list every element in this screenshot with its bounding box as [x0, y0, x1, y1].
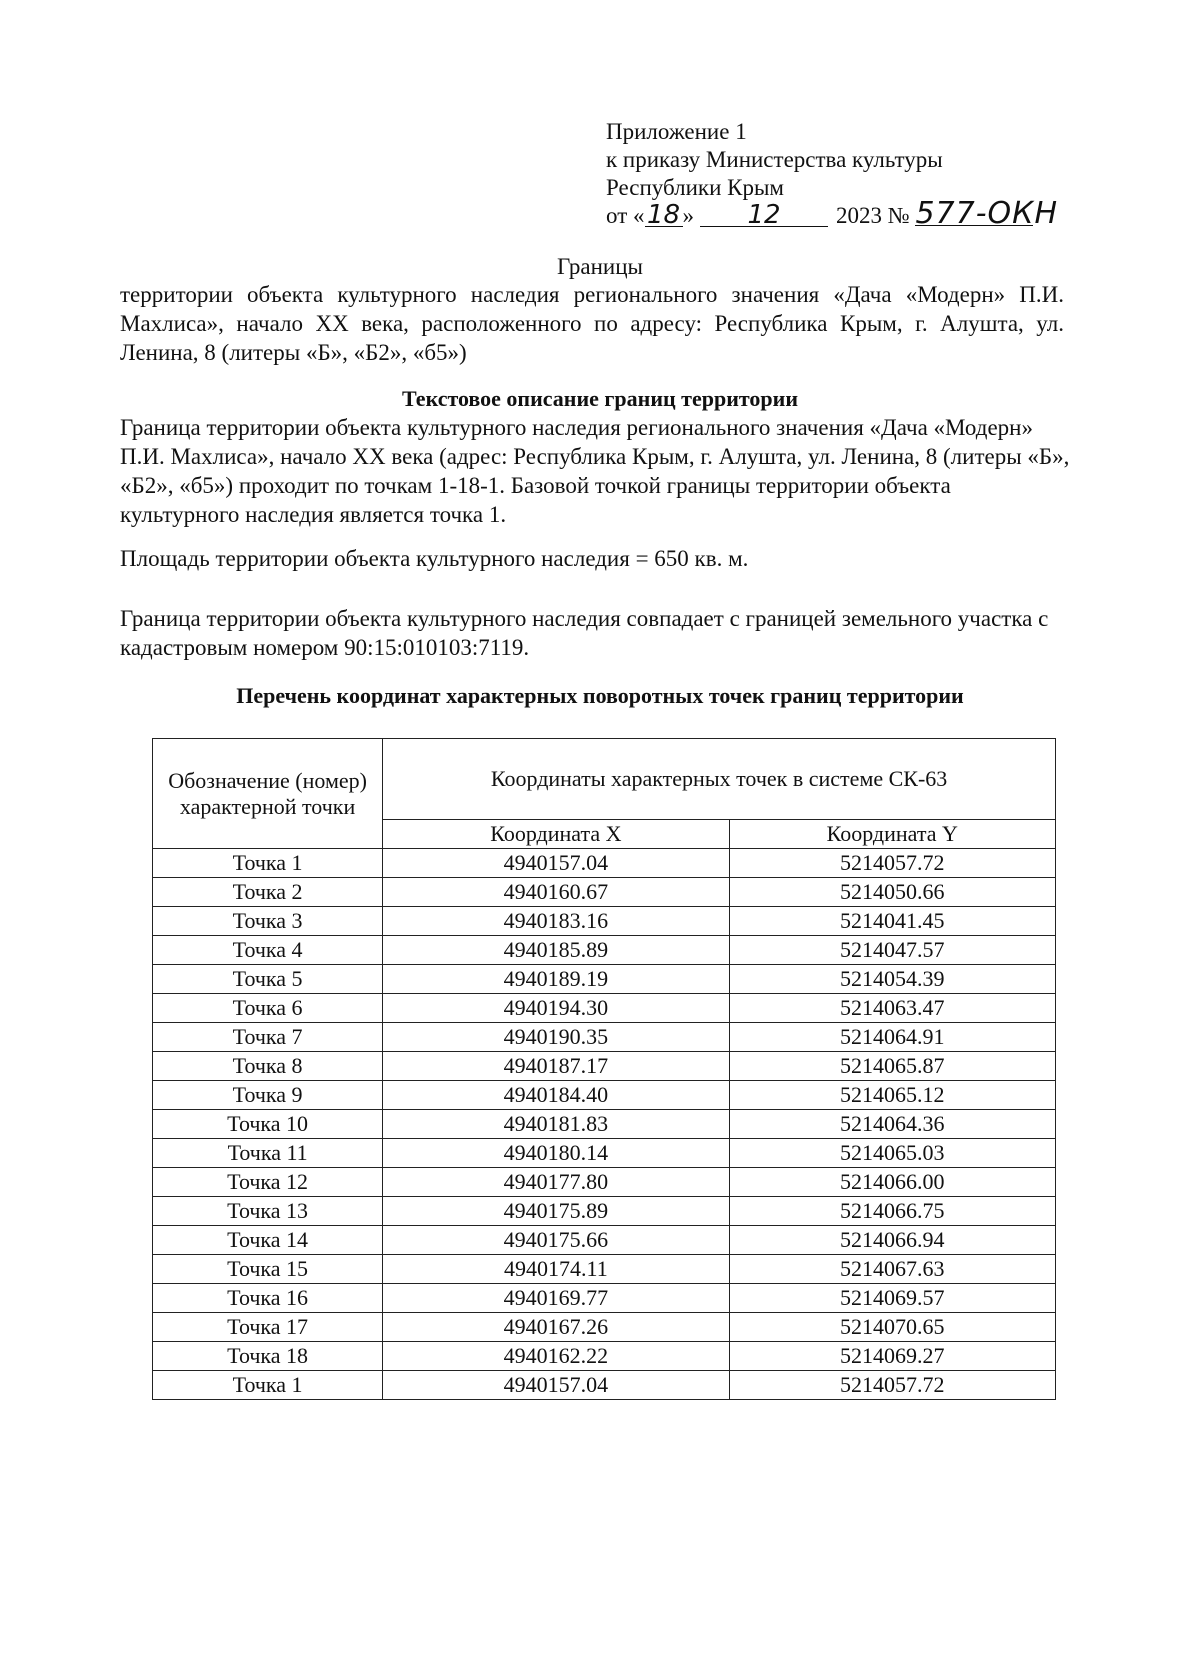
coordinate-x-cell: 4940177.80	[383, 1168, 729, 1197]
annex-order-ref: к приказу Министерства культуры	[606, 147, 943, 172]
table-row	[153, 1284, 1056, 1313]
point-name-cell: Точка 5	[153, 965, 383, 994]
table-row	[153, 1226, 1056, 1255]
coordinate-y-cell: 5214057.72	[729, 849, 1055, 878]
coordinates-table	[152, 738, 1056, 1400]
header-coordinate-system: Координаты характерных точек в системе СК-63	[383, 739, 1056, 820]
date-prefix: от «	[606, 203, 645, 228]
annex-title: Приложение 1	[606, 119, 747, 144]
coordinate-x-cell: 4940175.66	[383, 1226, 729, 1255]
coordinate-y-cell: 5214066.75	[729, 1197, 1055, 1226]
point-name-cell: Точка 9	[153, 1081, 383, 1110]
coordinate-x-cell: 4940174.11	[383, 1255, 729, 1284]
table-row	[153, 1081, 1056, 1110]
coordinate-x-cell: 4940160.67	[383, 878, 729, 907]
point-name-cell: Точка 2	[153, 878, 383, 907]
coordinate-y-cell: 5214047.57	[729, 936, 1055, 965]
coordinate-y-cell: 5214066.94	[729, 1226, 1055, 1255]
handwritten-order-number: 577-ОКН	[915, 196, 1059, 231]
coordinate-y-cell: 5214066.00	[729, 1168, 1055, 1197]
point-name-cell: Точка 13	[153, 1197, 383, 1226]
coordinate-x-cell: 4940184.40	[383, 1081, 729, 1110]
document-title: Границы	[557, 254, 643, 279]
table-row	[153, 1313, 1056, 1342]
point-name-cell: Точка 1	[153, 849, 383, 878]
table-row	[153, 936, 1056, 965]
table-row	[153, 907, 1056, 936]
coordinate-y-cell: 5214041.45	[729, 907, 1055, 936]
coordinate-x-cell: 4940157.04	[383, 1371, 729, 1400]
header-coordinate-y: Координата Y	[729, 820, 1055, 849]
coordinate-y-cell: 5214069.27	[729, 1342, 1055, 1371]
point-name-cell: Точка 8	[153, 1052, 383, 1081]
date-mid: »	[682, 203, 694, 228]
table-row	[153, 1052, 1056, 1081]
table-row	[153, 1197, 1056, 1226]
coordinate-y-cell: 5214067.63	[729, 1255, 1055, 1284]
coordinate-y-cell: 5214065.03	[729, 1139, 1055, 1168]
coordinate-y-cell: 5214064.36	[729, 1110, 1055, 1139]
point-name-cell: Точка 17	[153, 1313, 383, 1342]
coordinate-x-cell: 4940190.35	[383, 1023, 729, 1052]
point-name-cell: Точка 11	[153, 1139, 383, 1168]
point-name-cell: Точка 7	[153, 1023, 383, 1052]
table-row	[153, 849, 1056, 878]
coordinate-x-cell: 4940180.14	[383, 1139, 729, 1168]
coordinate-x-cell: 4940183.16	[383, 907, 729, 936]
handwritten-day: 18	[645, 204, 683, 227]
point-name-cell: Точка 6	[153, 994, 383, 1023]
coordinate-x-cell: 4940189.19	[383, 965, 729, 994]
coordinates-table-heading: Перечень координат характерных поворотных точек границ территории	[236, 683, 964, 708]
boundary-description-paragraph: Граница территории объекта культурного наследия регионального значения «Дача «Модерн» П.И. Махлиса», начало XX века (адрес: Республика Крым, г. Алушта, ул. Ленина, 8 (литеры «Б», «Б2», «б5») проходит по точкам 1-18-1. Базовой точкой границы территории объекта культурного наследия является точка 1.	[120, 415, 1070, 527]
coordinate-y-cell: 5214070.65	[729, 1313, 1055, 1342]
coordinate-y-cell: 5214050.66	[729, 878, 1055, 907]
coordinate-y-cell: 5214064.91	[729, 1023, 1055, 1052]
header-point-name: Обозначение (номер) характерной точки	[153, 739, 383, 849]
coordinate-y-cell: 5214069.57	[729, 1284, 1055, 1313]
table-row	[153, 878, 1056, 907]
coordinate-x-cell: 4940181.83	[383, 1110, 729, 1139]
coordinate-x-cell: 4940169.77	[383, 1284, 729, 1313]
table-row	[153, 965, 1056, 994]
table-row	[153, 994, 1056, 1023]
table-row	[153, 1371, 1056, 1400]
point-name-cell: Точка 18	[153, 1342, 383, 1371]
point-name-cell: Точка 4	[153, 936, 383, 965]
annex-authority: Республики Крым	[606, 175, 784, 200]
point-name-cell: Точка 3	[153, 907, 383, 936]
coordinate-y-cell: 5214065.12	[729, 1081, 1055, 1110]
annex-date-line	[606, 196, 1059, 231]
point-name-cell: Точка 10	[153, 1110, 383, 1139]
point-name-cell: Точка 15	[153, 1255, 383, 1284]
cadastral-paragraph: Граница территории объекта культурного наследия совпадает с границей земельного участка с кадастровым номером 90:15:010103:7119.	[120, 606, 1049, 660]
coordinate-x-cell: 4940194.30	[383, 994, 729, 1023]
year-number-label: 2023 №	[836, 203, 910, 228]
coordinate-y-cell: 5214063.47	[729, 994, 1055, 1023]
coordinate-y-cell: 5214054.39	[729, 965, 1055, 994]
coordinate-x-cell: 4940157.04	[383, 849, 729, 878]
document-subtitle: территории объекта культурного наследия регионального значения «Дача «Модерн» П.И. Махлиса», начало XX века, расположенного по адресу: Республика Крым, г. Алушта, ул. Ленина, 8 (литеры «Б», «Б2», «б5»)	[120, 282, 1064, 365]
coordinate-x-cell: 4940187.17	[383, 1052, 729, 1081]
coordinate-x-cell: 4940175.89	[383, 1197, 729, 1226]
point-name-cell: Точка 12	[153, 1168, 383, 1197]
coordinate-x-cell: 4940167.26	[383, 1313, 729, 1342]
point-name-cell: Точка 1	[153, 1371, 383, 1400]
coordinate-y-cell: 5214057.72	[729, 1371, 1055, 1400]
table-row	[153, 1168, 1056, 1197]
table-row	[153, 1023, 1056, 1052]
table-row	[153, 1110, 1056, 1139]
coordinate-x-cell: 4940162.22	[383, 1342, 729, 1371]
handwritten-month: 12	[700, 204, 828, 227]
table-row	[153, 1255, 1056, 1284]
table-row	[153, 1342, 1056, 1371]
table-row	[153, 1139, 1056, 1168]
area-paragraph: Площадь территории объекта культурного наследия = 650 кв. м.	[120, 546, 749, 571]
coordinate-x-cell: 4940185.89	[383, 936, 729, 965]
coordinate-y-cell: 5214065.87	[729, 1052, 1055, 1081]
point-name-cell: Точка 16	[153, 1284, 383, 1313]
annex-block	[606, 118, 1059, 231]
text-description-heading: Текстовое описание границ территории	[401, 386, 799, 411]
point-name-cell: Точка 14	[153, 1226, 383, 1255]
header-coordinate-x: Координата X	[383, 820, 729, 849]
